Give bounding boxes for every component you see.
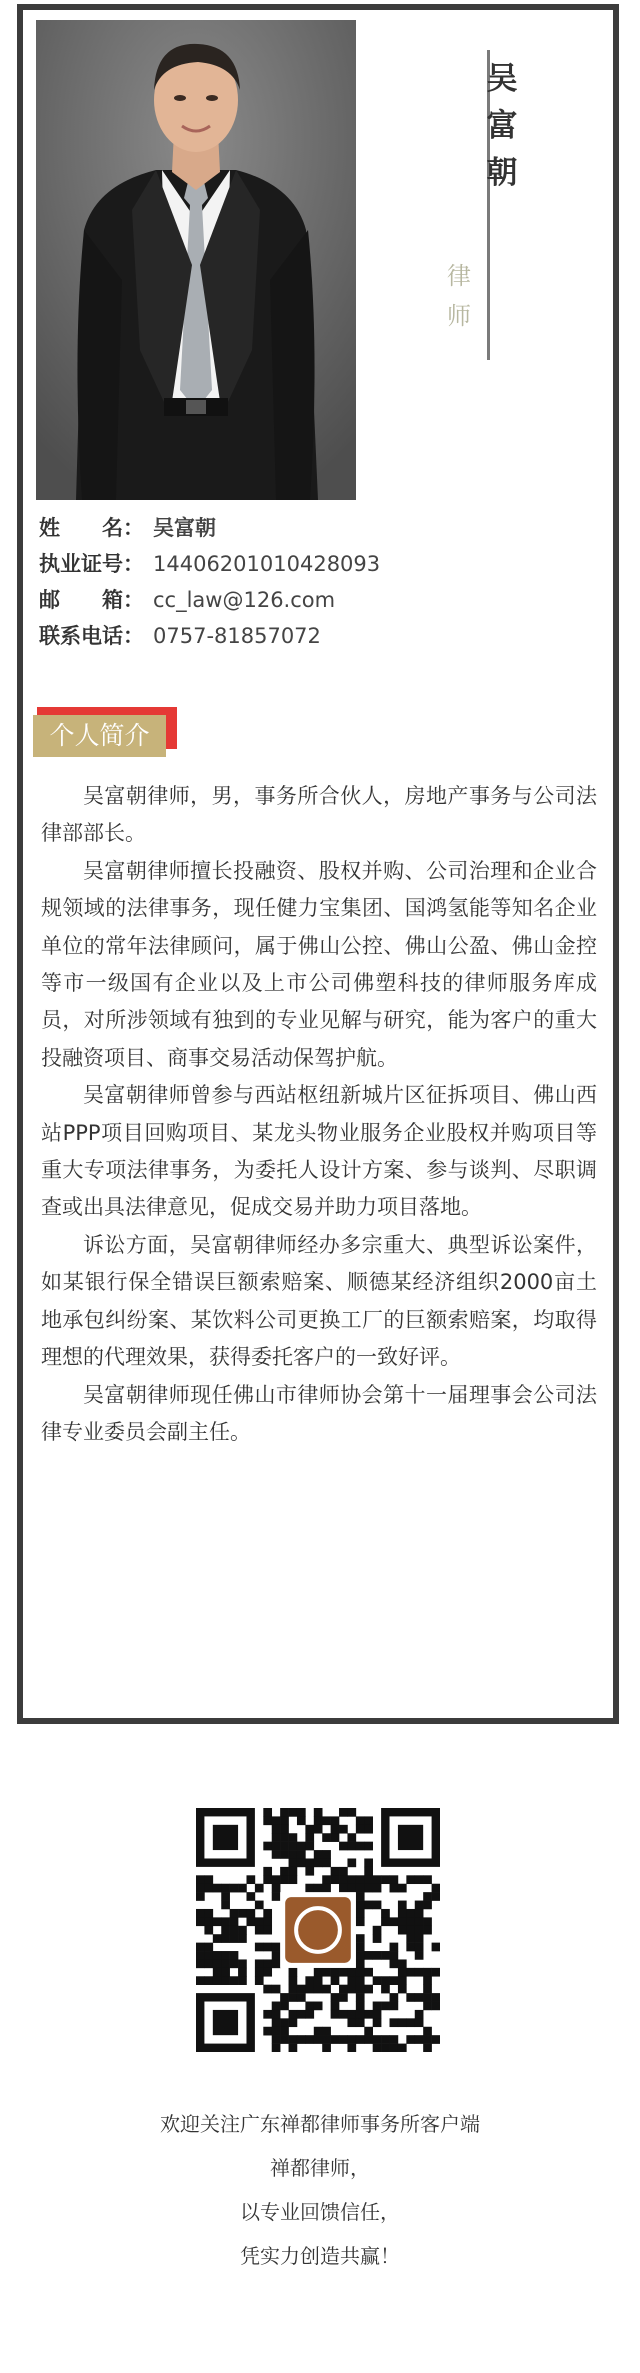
bio-paragraph: 吴富朝律师擅长投融资、股权并购、公司治理和企业合规领域的法律事务，现任健力宝集团、国鸿氢能等知名企业单位的常年法律顾问，属于佛山公控、佛山公盈、佛山金控等市一级国有企业以及上市公司佛塑科技的律师服务库成员，对所涉领域有独到的专业见解与研究，能为客户的重大投融资项目、商事交易活动保驾护航。 (41, 858, 597, 1070)
info-value[interactable]: cc_law@126.com (153, 588, 336, 612)
info-row-phone (39, 618, 599, 654)
bio-paragraph: 吴富朝律师曾参与西站枢纽新城片区征拆项目、佛山西站PPP项目回购项目、某龙头物业服务企业股权并购项目等重大专项法律事务，为委托人设计方案、参与谈判、尽职调查或出具法律意见，促成交易并助力项目落地。 (41, 1083, 597, 1220)
footer-line: 凭实力创造共赢！ (240, 2244, 400, 2268)
name-char: 吴 (486, 61, 518, 97)
lawyer-portrait (36, 20, 356, 500)
qr-finder-pattern (196, 1993, 255, 2052)
section-title: 个人简介 (33, 715, 166, 757)
lawyer-name-vertical (472, 56, 532, 197)
info-row-license (39, 546, 599, 582)
footer (0, 2102, 640, 2278)
title-char: 师 (447, 302, 471, 330)
name-char: 富 (486, 108, 518, 144)
info-label: 邮 箱： (39, 588, 144, 612)
info-value: 14406201010428093 (153, 552, 381, 576)
name-char: 朝 (486, 155, 518, 191)
qr-finder-pattern (196, 1808, 255, 1867)
info-value: 吴富朝 (153, 516, 216, 540)
firm-logo-icon (285, 1897, 351, 1963)
footer-line: 以专业回馈信任， (240, 2200, 400, 2224)
info-label: 联系电话： (39, 624, 144, 648)
qr-finder-pattern (381, 1808, 440, 1867)
info-label: 姓 名： (39, 516, 144, 540)
section-title-tag (33, 707, 183, 759)
info-value[interactable]: 0757-81857072 (153, 624, 321, 648)
biography (41, 778, 597, 1451)
qr-code-icon[interactable] (196, 1808, 440, 2052)
profile-card (17, 4, 619, 1724)
bio-paragraph: 诉讼方面，吴富朝律师经办多宗重大、典型诉讼案件，如某银行保全错误巨额索赔案、顺德某经济组织2000亩土地承包纠纷案、某饮料公司更换工厂的巨额索赔案，均取得理想的代理效果，获得委托客户的一致好评。 (41, 1232, 597, 1370)
info-label: 执业证号： (39, 552, 144, 576)
title-char: 律 (447, 262, 471, 290)
footer-line: 欢迎关注广东禅都律师事务所客户端 (160, 2112, 480, 2136)
info-row-email (39, 582, 599, 618)
contact-info (39, 510, 599, 654)
bio-paragraph: 吴富朝律师，男，事务所合伙人，房地产事务与公司法律部部长。 (41, 784, 597, 846)
info-row-name (39, 510, 599, 546)
lawyer-title-vertical (439, 256, 479, 336)
footer-line: 禅都律师， (270, 2156, 370, 2180)
bio-paragraph: 吴富朝律师现任佛山市律师协会第十一届理事会公司法律专业委员会副主任。 (41, 1382, 597, 1444)
